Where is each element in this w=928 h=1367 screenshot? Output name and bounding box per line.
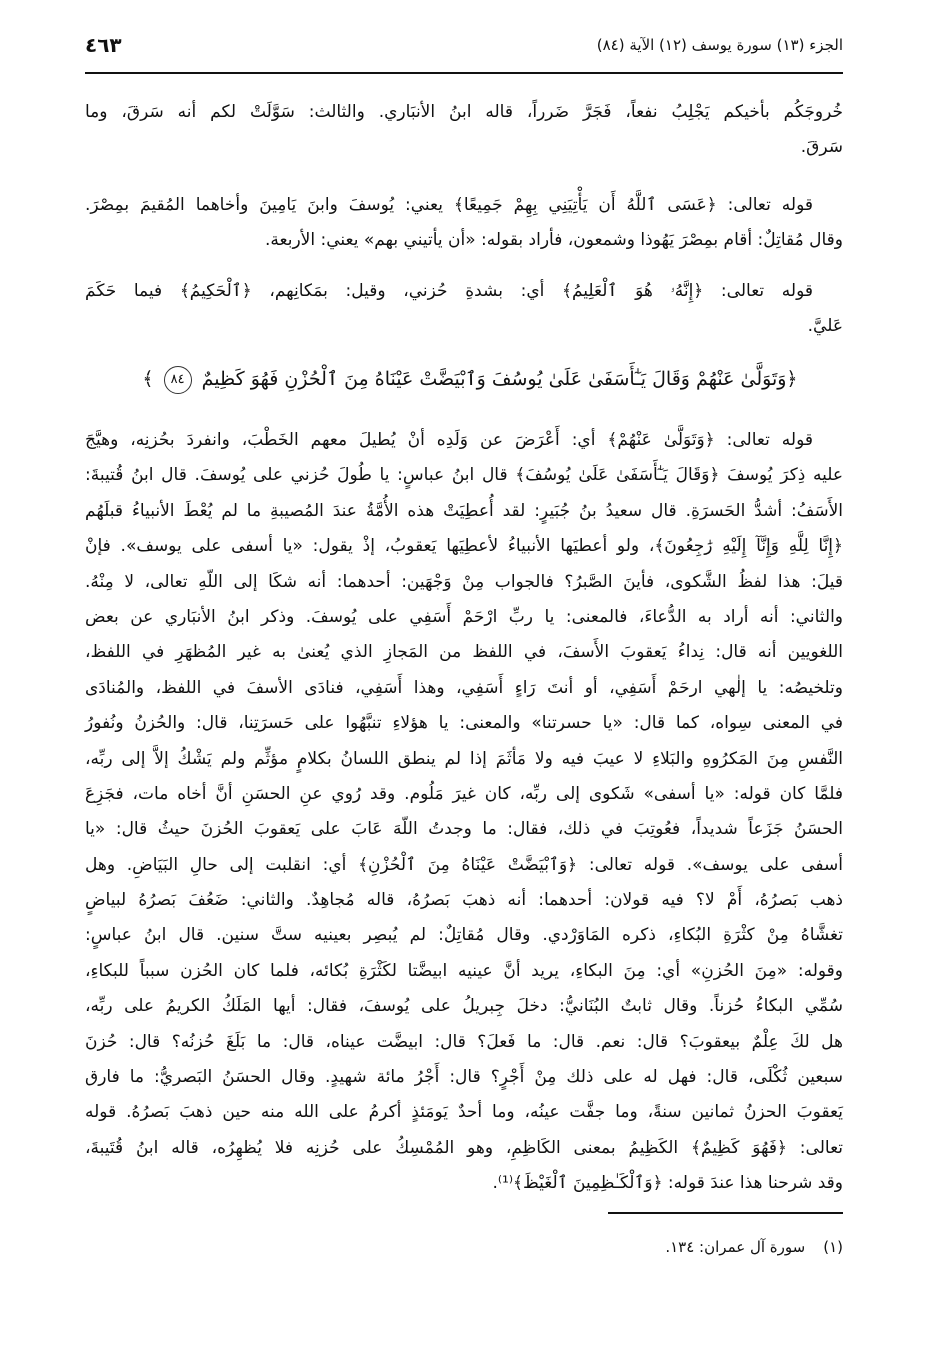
text-line: سبعين ثُكْلَى، قال: فهل له على ذلك مِنْ أَجْرٍ؟ قال: أَجْرُ مائة شهيدٍ. وقال الحسَنُ البَصريُّ: ما فارق bbox=[85, 1067, 843, 1088]
text-line: قوله تعالى: ﴿عَسَى ٱللَّهُ أَن يَأْتِيَنِي بِهِمْ جَمِيعًا﴾ يعني: يُوسفَ وابنَ يَامِينَ وأخاهما المُقيمَ بمِصْرَ. bbox=[85, 195, 813, 215]
text-line: النَّفسِ مِنَ المَكرُوهِ والبَلاءِ لا عيبَ فيه ولا مَأثَمَ إذا لم ينطق اللسانُ بكلامٍ مؤثِّم ولم يَشْكُ إلاَّ إلى ربِّه، bbox=[85, 748, 843, 769]
text-line: سُمِّي البكاءُ حُزناً. وقال ثابتٌ البُنَانيُّ: دخلَ جِبريلُ على يُوسفَ، فقال: أيها المَلَكُ الكريمُ على ربِّه، bbox=[85, 996, 843, 1017]
text-line: قيلَ: هذا لفظُ الشَّكوى، فأينَ الصَّبرُ؟ فالجواب مِنْ وَجْهَين: أحدهما: أنه شكَا إلى اللّهِ تعالى، لا مِنْهُ. bbox=[85, 571, 843, 592]
text-line: فلمَّا كان قوله: «يا أسفى» شَكوى إلى ربِّه، كان غيرَ مَلُوم. وقد رُوي عنِ الحسَنِ أنَّ أخاه مات، فجَزِعَ bbox=[85, 783, 843, 804]
verse-text: ﴿وَتَوَلَّىٰ عَنْهُمْ وَقَالَ يَـٰٓأَسَفَىٰ عَلَىٰ يُوسُفَ وَٱبْيَضَّتْ عَيْنَاهُ مِنَ ٱلْحُزْنِ فَهُوَ كَظِيمٌ bbox=[201, 368, 798, 390]
text-line: وقد شرحنا هذا عندَ قوله: ﴿وَٱلْكَـٰظِمِينَ ٱلْغَيْظَ﴾⁽¹⁾. bbox=[492, 1173, 843, 1194]
commentary-body bbox=[85, 423, 843, 1202]
text-line: خُروجَكُم بأخيكم يَجْلِبُ نفعاً، فَجَرَّ ضَرراً، قاله ابنُ الأنبَاري. والثالث: سَوَّلَتْ لكم أنه سَرقَ، وما bbox=[85, 102, 843, 122]
text-line: سَرقَ. bbox=[800, 137, 843, 158]
running-title: الجزء (١٣) سورة يوسف (١٢) الآية (٨٤) bbox=[596, 36, 843, 54]
text-line: الحسَنُ جَزَعاً شديداً، فعُوتِبَ في ذلك، فقال: ما وجدتُ اللّهَ عَابَ على يَعقوبَ الحُزنَ حيثُ قال: «يا bbox=[85, 819, 843, 840]
text-line: يَعقوبَ الحزنُ ثمانين سنةً، وما جفَّت عينُه، وما أحدٌ يَومَئذٍ أكرمُ على الله منه حين ذهبَ بَصرُهُ. قوله bbox=[85, 1102, 843, 1123]
text-line: عَليَّ. bbox=[807, 316, 843, 337]
running-header bbox=[85, 30, 843, 60]
footnote-text: سورة آل عمران: ١٣٤. bbox=[665, 1238, 806, 1256]
text-line: الأَسَفُ: أشدُّ الحَسرَةِ. قال سعيدُ بنُ جُبَيرٍ: لقد أُعطِيَتْ هذه الأُمَّةُ عندَ المُصيبةِ ما لم يُعْطَ الأنبياءُ قبلَهُم bbox=[85, 500, 843, 521]
text-line: والثاني: أنه أراد به الدُّعاءَ، فالمعنى: يا ربِّ ارْحَمْ أَسَفِي على يُوسفَ. وذكر ابنُ الأنبَاري عن بعض bbox=[85, 606, 843, 627]
footnote bbox=[85, 1238, 843, 1256]
text-line: هل لكَ عِلْمٌ بيعقوبَ؟ قال: نعم. قال: ما فَعلَ؟ قال: ابيضَّت عيناه، قال: ما بَلَغَ حُزنُه؟ قال: حُزنَ bbox=[85, 1031, 843, 1052]
verse-close-bracket: ﴾ bbox=[142, 368, 154, 390]
text-line: وتلخيصُه: يا إلٰهي ارحَمْ أَسَفِي، أو أنتَ رَاءٍ أَسَفِي، وهذا أَسَفِي، فنادَى الأسفَ في اللفظ، والمُنادَى bbox=[85, 677, 843, 698]
page-number: ٤٦٣ bbox=[85, 33, 122, 57]
footnote-rule bbox=[608, 1212, 843, 1214]
text-line: قوله تعالى: ﴿إِنَّهُۥ هُوَ ٱلْعَلِيمُ﴾ أي: بشدةِ حُزني، وقيل: بمَكانِهم، ﴿ٱلْحَكِيمُ﴾ فيما حَكَمَ bbox=[85, 281, 813, 301]
text-line: عليه ذِكرَ يُوسفَ ﴿وَقَالَ يَـٰٓأَسَفَىٰ عَلَىٰ يُوسُفَ﴾ قال ابنُ عباسٍ: يا طُولَ حُزني على يُوسفَ. قال ابنُ قُتيبةَ: bbox=[85, 465, 843, 486]
text-line: في المعنى سِواه، كما قال: «يا حسرتنا» والمعنى: يا هؤلاءِ تنبَّهُوا على حَسرَتِنا، قال: والحُزنُ ونُفورُ bbox=[85, 713, 843, 734]
text-line: تعالى: ﴿فَهُوَ كَظِيمٌ﴾ الكَظِيمُ بمعنى الكَاظِمِ، وهو المُمْسِكُ على حُزنِه فلا يُظهِرُه، قاله ابنُ قُتَيبةَ، bbox=[85, 1137, 843, 1158]
text-line: قوله تعالى: ﴿وَتَوَلَّىٰ عَنْهُمْ﴾ أي: أَعْرَضَ عن وَلَدِه أنْ يُطيلَ معهم الخَطْبَ، وانفردَ بحُزنِه، وهيَّجَ bbox=[85, 430, 813, 450]
paragraph bbox=[85, 188, 843, 259]
text-line: ﴿إِنَّا لِلَّهِ وَإِنَّآ إِلَيْهِ رَٰجِعُونَ﴾، ولو أعطيَها الأنبياءُ لأعطِيَها يَعقوبُ، إذْ يقول: «يا أسفى على يوسف». فإنْ bbox=[85, 536, 843, 557]
paragraph bbox=[85, 95, 843, 166]
text-line: ذهب بَصرُهُ، أَمْ لا؟ فيه قولان: أحدهما: أنه ذهبَ بَصرُهُ، قاله مُجاهِدٌ. والثاني: ضَعُفَ بَصرُهُ لبياضٍ bbox=[85, 890, 843, 911]
footnote-marker: (١) bbox=[823, 1238, 843, 1256]
text-line: اللغويين أنه قال: نِداءُ يَعقوبَ الأَسفَ، في اللفظ من المَجازِ الذي يُعنىٰ به غير المُظهَرِ في اللفظ، bbox=[85, 642, 843, 663]
text-line: أسفى على يوسف». قوله تعالى: ﴿وَٱبْيَضَّتْ عَيْنَاهُ مِنَ ٱلْحُزْنِ﴾ أي: انقلبت إلى حالِ البَيَاضِ. وهل bbox=[85, 854, 843, 875]
paragraph bbox=[85, 274, 843, 345]
text-line: وقوله: «مِنَ الحُزنِ» أي: مِنَ البكاءِ، يريد أنَّ عينيه ابيضَّتا لكَثْرَةِ بُكائه، فلما كان الحُزن سبباً للبكاءِ، bbox=[85, 960, 843, 981]
text-line: تغشَّاهُ مِنْ كثْرَةِ البُكاءِ، ذكره المَاوَرْدي. وقال مُقاتِلٌ: لم يُبصِر بعينيه ستَّ سنين. قال ابنُ عباسٍ: bbox=[85, 925, 843, 946]
ayah-number-marker: ٨٤ bbox=[164, 366, 192, 394]
quran-verse bbox=[120, 362, 820, 397]
header-rule bbox=[85, 72, 843, 74]
text-line: وقال مُقاتِلٌ: أقام بمِصْرَ يَهُوذا وشمعون، فأراد بقوله: «أن يأتيني بهم» يعني: الأربعة. bbox=[265, 230, 843, 251]
